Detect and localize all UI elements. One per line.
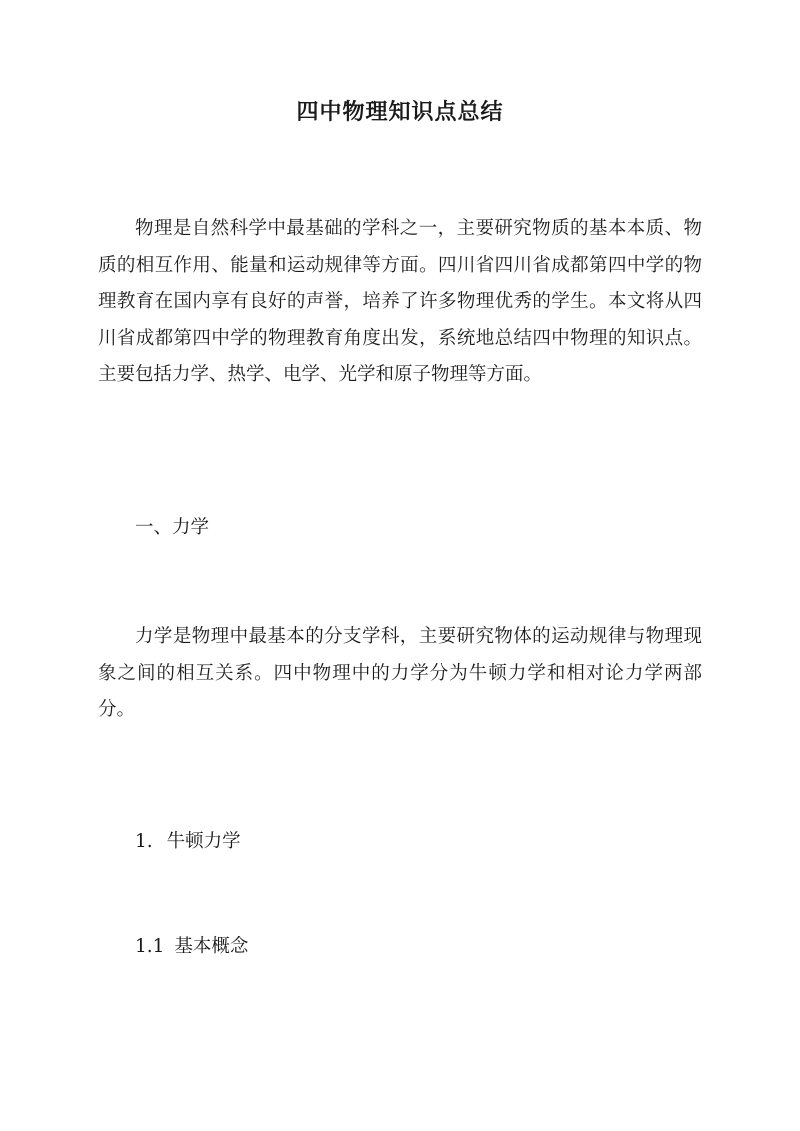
document-title: 四中物理知识点总结	[296, 99, 504, 125]
subsection-number: 1.	[135, 831, 153, 852]
subsection-heading-newtonian	[135, 827, 241, 857]
subsection-title: 牛顿力学	[166, 831, 241, 852]
subsection-title: 基本概念	[174, 936, 249, 957]
section-heading-mechanics: 一、力学	[135, 517, 210, 538]
mechanics-paragraph: 力学是物理中最基本的分支学科，主要研究物体的运动规律与物理现象之间的相互关系。四中物理中的力学分为牛顿力学和相对论力学两部分。	[98, 626, 702, 720]
intro-paragraph: 物理是自然科学中最基础的学科之一，主要研究物质的基本本质、物质的相互作用、能量和运动规律等方面。四川省四川省成都第四中学的物理教育在国内享有良好的声誉，培养了许多物理优秀的学生。本文将从四川省成都第四中学的物理教育角度出发，系统地总结四中物理的知识点。主要包括力学、热学、电学、光学和原子物理等方面。	[98, 218, 702, 385]
subsection-heading-basic-concepts	[135, 932, 248, 962]
subsection-number: 1.1	[135, 936, 165, 957]
